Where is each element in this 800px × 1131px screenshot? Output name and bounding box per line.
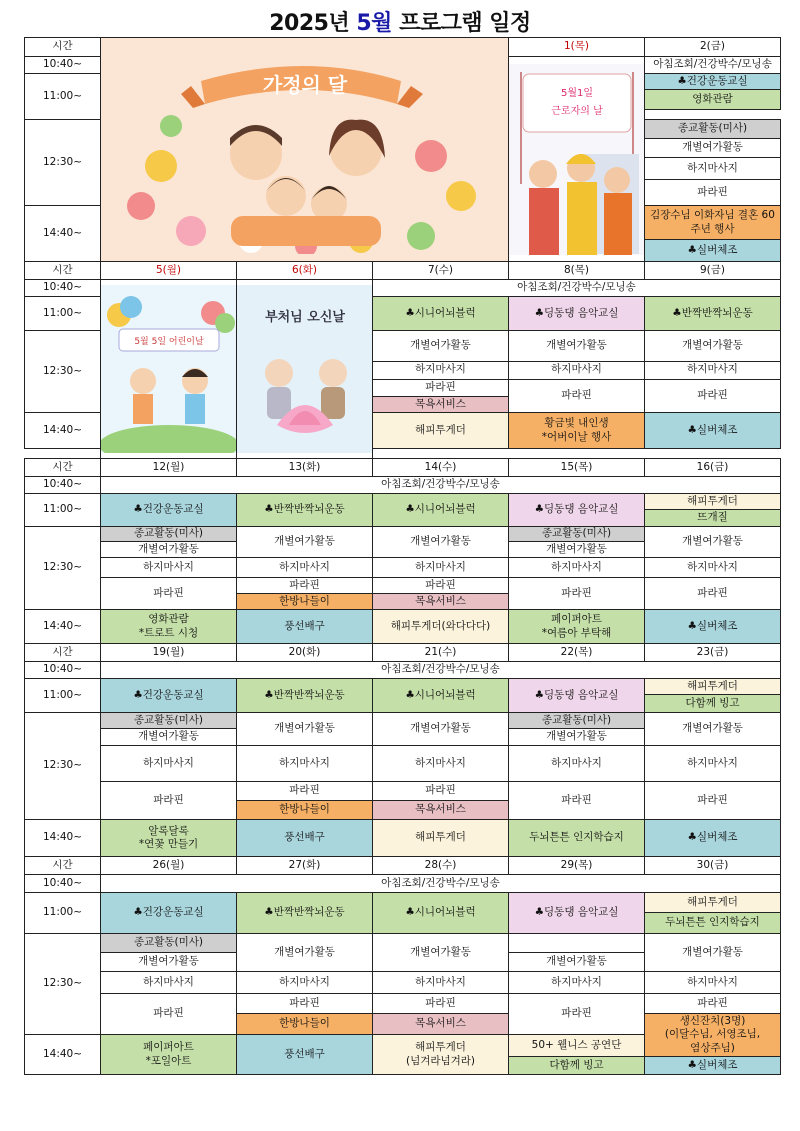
day-header: 13(화) (237, 459, 373, 477)
program-cell: 하지마사지 (509, 746, 645, 782)
program-cell: ♣시니어뇌블럭 (373, 893, 509, 934)
buddha-day-illustration (237, 280, 373, 459)
buddha-day-art (237, 285, 373, 453)
page-title (0, 6, 800, 37)
program-cell: 개별여가활동 (373, 527, 509, 558)
family-month-label: 가정의 달 (262, 72, 348, 97)
program-cell: ♣시니어뇌블럭 (373, 679, 509, 713)
program-cell: 생신잔치(3명) (이달수님, 서영조님, 염상주님) (645, 1014, 781, 1057)
program-cell: 개별여가활동 (645, 713, 781, 746)
time-label: 14:40~ (25, 610, 101, 644)
program-cell: 파라핀 (509, 578, 645, 610)
program-cell: ♣딩동댕 음악교실 (509, 893, 645, 934)
program-cell: ♣실버체조 (645, 820, 781, 857)
program-cell: 다함께 빙고 (645, 695, 781, 713)
program-cell: 파라핀 (509, 379, 645, 413)
schedule-table (24, 37, 781, 1075)
program-cell: 개별여가활동 (645, 934, 781, 972)
program-cell-empty (509, 934, 645, 953)
day-header: 20(화) (237, 644, 373, 662)
day-header: 30(금) (645, 857, 781, 875)
program-cell: 하지마사지 (645, 972, 781, 994)
program-cell: 파라핀 (645, 782, 781, 820)
day-header: 28(수) (373, 857, 509, 875)
program-cell: 영화관람 *트로트 시청 (101, 610, 237, 644)
time-header: 시간 (25, 644, 101, 662)
program-cell: 목욕서비스 (373, 594, 509, 610)
program-cell: 김장수님 이화자님 결혼 60주년 행사 (645, 206, 781, 240)
program-cell: 종교활동(미사) (645, 120, 781, 139)
program-cell: 목욕서비스 (373, 397, 509, 413)
program-cell: ♣실버체조 (645, 240, 781, 262)
day-header: 8(목) (509, 262, 645, 280)
time-label: 10:40~ (25, 875, 101, 893)
time-label: 14:40~ (25, 413, 101, 449)
labor-day-art (509, 64, 645, 255)
buddha-day-label: 부처님 오신날 (265, 310, 345, 325)
program-cell: ♣시니어뇌블럭 (373, 494, 509, 527)
day-header: 29(목) (509, 857, 645, 875)
day-header: 19(월) (101, 644, 237, 662)
day-header: 1(목) (509, 38, 645, 57)
program-cell: 하지마사지 (373, 746, 509, 782)
program-cell: 풍선배구 (237, 610, 373, 644)
day-header: 15(목) (509, 459, 645, 477)
program-cell: 개별여가활동 (237, 713, 373, 746)
program-cell: 파라핀 (373, 994, 509, 1014)
morning-routine: 아침조회/건강박수/모닝송 (645, 57, 781, 74)
time-label: 11:00~ (25, 297, 101, 331)
program-cell: 파라핀 (645, 379, 781, 413)
family-month-illustration (101, 38, 509, 262)
program-cell: 개별여가활동 (645, 331, 781, 362)
program-cell: 하지마사지 (645, 746, 781, 782)
time-label: 12:30~ (25, 527, 101, 610)
program-cell: 종교활동(미사) (101, 713, 237, 729)
time-header: 시간 (25, 857, 101, 875)
time-label: 10:40~ (25, 280, 101, 297)
day-header: 26(월) (101, 857, 237, 875)
week3-header (25, 459, 781, 477)
program-cell: 하지마사지 (237, 558, 373, 578)
program-cell: 개별여가활동 (373, 934, 509, 972)
program-cell: 파라핀 (373, 578, 509, 594)
program-cell: ♣딩동댕 음악교실 (509, 297, 645, 331)
time-header: 시간 (25, 459, 101, 477)
program-cell: 하지마사지 (645, 158, 781, 180)
program-cell: ♣반짝반짝뇌운동 (645, 297, 781, 331)
title-year: 2025년 (269, 11, 357, 36)
program-cell: 해피투게더 (645, 679, 781, 695)
morning-routine: 아침조회/건강박수/모닝송 (373, 280, 781, 297)
program-cell: 50+ 웰니스 공연단 (509, 1035, 645, 1057)
program-cell: 두뇌튼튼 인지학습지 (509, 820, 645, 857)
program-cell: ♣딩동댕 음악교실 (509, 679, 645, 713)
week2-header (25, 262, 781, 280)
program-cell: 파라핀 (373, 782, 509, 801)
program-cell: ♣건강운동교실 (101, 679, 237, 713)
program-cell: 개별여가활동 (645, 139, 781, 158)
program-cell: 파라핀 (645, 180, 781, 206)
program-cell: 파라핀 (237, 994, 373, 1014)
program-cell: ♣딩동댕 음악교실 (509, 494, 645, 527)
program-cell: ♣실버체조 (645, 1057, 781, 1075)
program-cell: 하지마사지 (373, 972, 509, 994)
program-cell: 파라핀 (101, 578, 237, 610)
program-cell: 한방나들이 (237, 1014, 373, 1035)
morning-routine: 아침조회/건강박수/모닝송 (101, 875, 781, 893)
time-label: 14:40~ (25, 1035, 101, 1075)
program-cell: 하지마사지 (373, 558, 509, 578)
program-cell: 해피투게더 (645, 494, 781, 510)
morning-routine: 아침조회/건강박수/모닝송 (101, 662, 781, 679)
time-label: 11:00~ (25, 679, 101, 713)
program-cell: 개별여가활동 (509, 729, 645, 746)
time-label: 12:30~ (25, 120, 101, 206)
childrens-day-art (101, 285, 237, 453)
program-cell: 다함께 빙고 (509, 1057, 645, 1075)
program-cell: 황금빛 내인생 *어버이날 행사 (509, 413, 645, 449)
program-cell: 뜨개질 (645, 510, 781, 527)
day-header: 22(목) (509, 644, 645, 662)
program-cell: 종교활동(미사) (509, 713, 645, 729)
program-cell: 영화관람 (645, 90, 781, 110)
time-label: 11:00~ (25, 494, 101, 527)
program-cell: 개별여가활동 (101, 953, 237, 972)
program-cell: 하지마사지 (509, 972, 645, 994)
program-cell: 개별여가활동 (509, 331, 645, 362)
program-cell: ♣건강운동교실 (101, 494, 237, 527)
program-cell: ♣반짝반짝뇌운동 (237, 494, 373, 527)
program-cell: 해피투게더 (넘겨라넘겨라) (373, 1035, 509, 1075)
program-cell: ♣건강운동교실 (645, 74, 781, 90)
week4-header (25, 644, 781, 662)
time-label: 11:00~ (25, 893, 101, 934)
program-cell: ♣시니어뇌블럭 (373, 297, 509, 331)
program-cell: 하지마사지 (509, 361, 645, 379)
day-header: 21(수) (373, 644, 509, 662)
program-cell: 목욕서비스 (373, 801, 509, 820)
program-cell: 개별여가활동 (645, 527, 781, 558)
time-label: 12:30~ (25, 934, 101, 1035)
title-rest: 프로그램 일정 (391, 11, 531, 36)
labor-day-label: 근로자의 날 (551, 105, 603, 117)
program-cell: 파라핀 (101, 782, 237, 820)
time-header: 시간 (25, 262, 101, 280)
program-cell: 종교활동(미사) (101, 934, 237, 953)
program-cell: 파라핀 (509, 782, 645, 820)
program-cell: 파라핀 (101, 994, 237, 1035)
time-label: 11:00~ (25, 74, 101, 120)
program-cell: 페이퍼아트 *포일아트 (101, 1035, 237, 1075)
time-label: 12:30~ (25, 331, 101, 413)
day-header: 7(수) (373, 262, 509, 280)
program-cell: ♣반짝반짝뇌운동 (237, 679, 373, 713)
program-cell: 목욕서비스 (373, 1014, 509, 1035)
day-header: 16(금) (645, 459, 781, 477)
day-header: 5(월) (101, 262, 237, 280)
program-cell: 종교활동(미사) (509, 527, 645, 542)
day-header: 23(금) (645, 644, 781, 662)
program-cell: 풍선배구 (237, 820, 373, 857)
program-cell: 해피투게더 (645, 893, 781, 913)
program-cell: 알록달록 *연꽃 만들기 (101, 820, 237, 857)
week1-header (25, 38, 781, 57)
week5-header (25, 857, 781, 875)
program-cell: 개별여가활동 (373, 713, 509, 746)
morning-routine: 아침조회/건강박수/모닝송 (101, 477, 781, 494)
program-cell: 파라핀 (509, 994, 645, 1035)
program-cell: 하지마사지 (101, 746, 237, 782)
program-cell: 하지마사지 (101, 972, 237, 994)
program-cell: 한방나들이 (237, 801, 373, 820)
time-label: 14:40~ (25, 206, 101, 262)
childrens-day-illustration (101, 280, 237, 459)
program-cell: 페이퍼아트 *여름아 부탁해 (509, 610, 645, 644)
program-cell: 파라핀 (645, 578, 781, 610)
program-cell: 파라핀 (237, 782, 373, 801)
program-cell: 해피투게더(와다다다) (373, 610, 509, 644)
program-cell: 해피투게더 (373, 820, 509, 857)
program-cell: 풍선배구 (237, 1035, 373, 1075)
program-cell: 하지마사지 (373, 361, 509, 379)
time-label: 14:40~ (25, 820, 101, 857)
program-cell: 하지마사지 (101, 558, 237, 578)
program-cell: 개별여가활동 (101, 542, 237, 558)
day-header: 27(화) (237, 857, 373, 875)
time-header: 시간 (25, 38, 101, 57)
day-header: 6(화) (237, 262, 373, 280)
program-cell: 파라핀 (645, 994, 781, 1014)
program-cell: ♣실버체조 (645, 413, 781, 449)
day-header: 14(수) (373, 459, 509, 477)
program-cell: 개별여가활동 (509, 542, 645, 558)
title-month: 5월 (356, 11, 392, 36)
program-cell: 하지마사지 (237, 972, 373, 994)
program-cell: 파라핀 (237, 578, 373, 594)
program-cell: 한방나들이 (237, 594, 373, 610)
program-cell: 파라핀 (373, 379, 509, 397)
program-cell: 하지마사지 (509, 558, 645, 578)
program-cell: 하지마사지 (237, 746, 373, 782)
time-label: 12:30~ (25, 713, 101, 820)
day-header: 9(금) (645, 262, 781, 280)
program-cell: ♣건강운동교실 (101, 893, 237, 934)
labor-day-illustration (509, 57, 645, 262)
program-cell: ♣실버체조 (645, 610, 781, 644)
program-cell: 개별여가활동 (373, 331, 509, 362)
program-cell: 개별여가활동 (509, 953, 645, 972)
day-header: 12(월) (101, 459, 237, 477)
childrens-day-label: 5월 5일 어린이날 (134, 337, 204, 347)
time-label: 10:40~ (25, 477, 101, 494)
time-label: 10:40~ (25, 57, 101, 74)
program-cell: 개별여가활동 (237, 934, 373, 972)
program-cell: 하지마사지 (645, 361, 781, 379)
program-cell: 개별여가활동 (237, 527, 373, 558)
program-cell: 종교활동(미사) (101, 527, 237, 542)
program-cell: ♣반짝반짝뇌운동 (237, 893, 373, 934)
family-month-art (101, 46, 509, 254)
program-cell: 두뇌튼튼 인지학습지 (645, 913, 781, 934)
program-cell: 해피투게더 (373, 413, 509, 449)
labor-day-date: 5월1일 (560, 87, 594, 99)
program-cell: 개별여가활동 (101, 729, 237, 746)
program-cell: 하지마사지 (645, 558, 781, 578)
day-header: 2(금) (645, 38, 781, 57)
time-label: 10:40~ (25, 662, 101, 679)
